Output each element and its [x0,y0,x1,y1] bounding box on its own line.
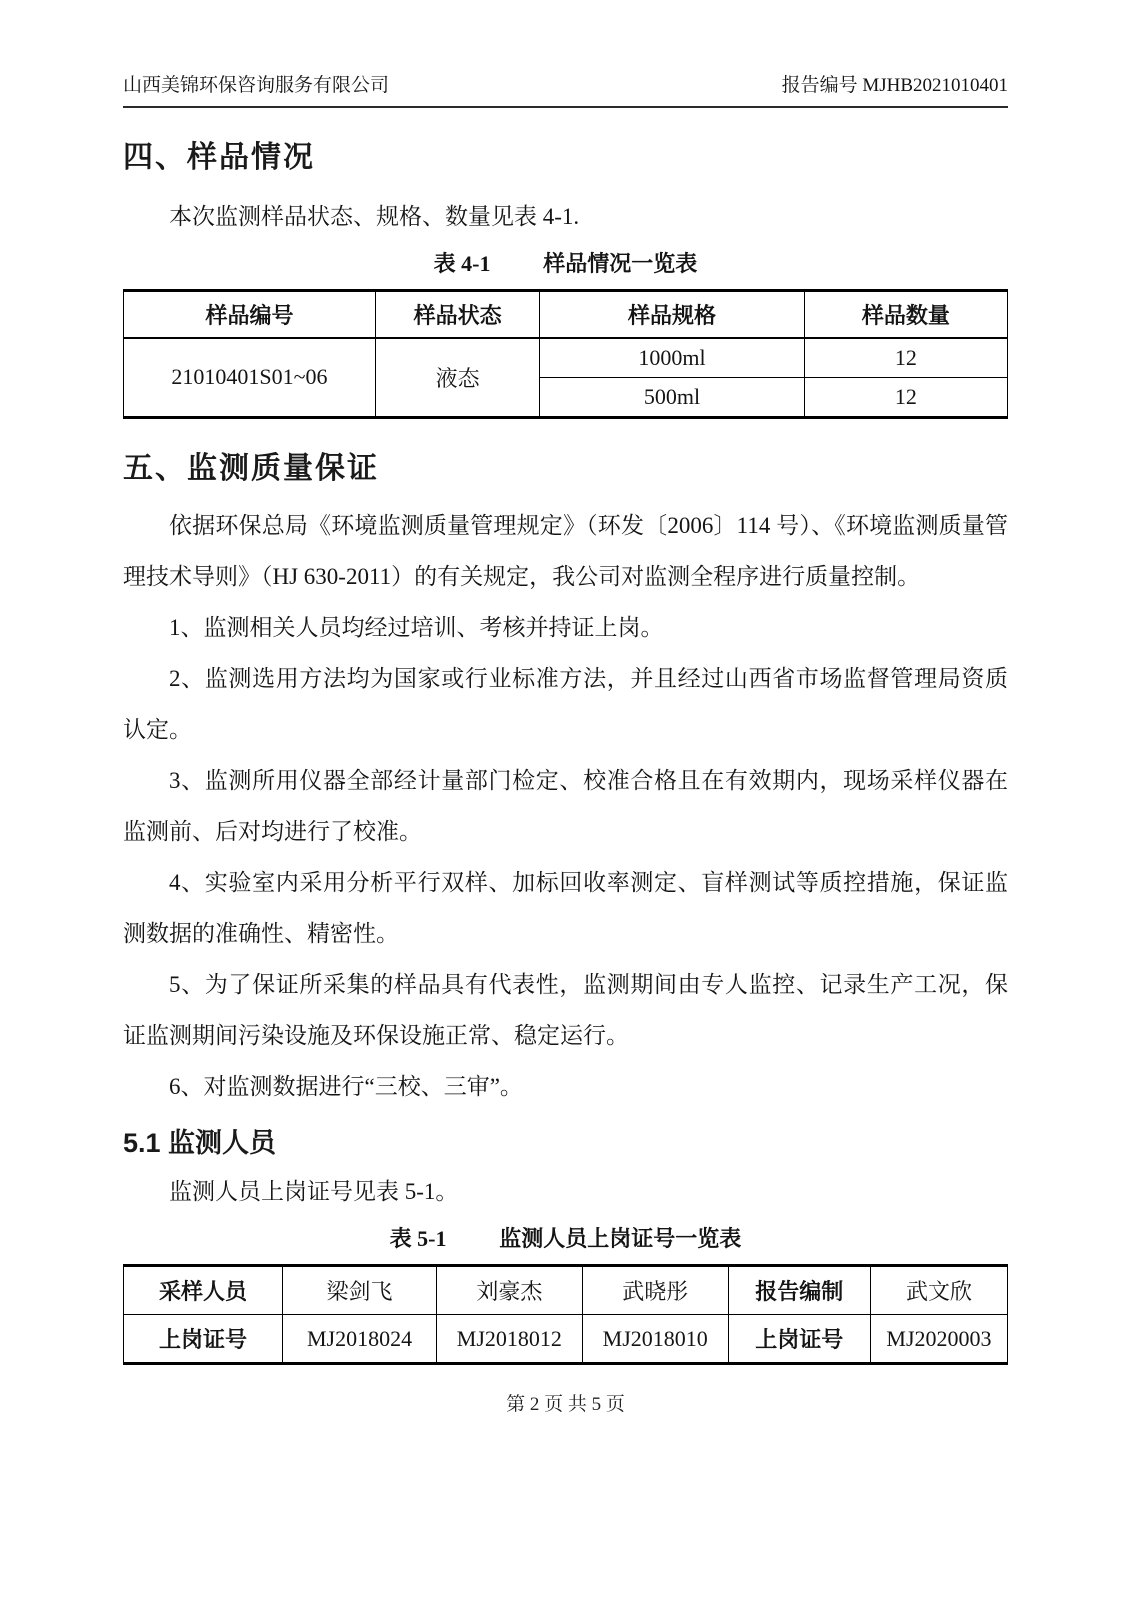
section-5-title: 五、监测质量保证 [123,452,379,485]
report-writer-label-cell: 报告编制 [728,1266,870,1315]
sampler-name-cell: 梁剑飞 [283,1266,437,1315]
report-number: 报告编号 MJHB2021010401 [781,75,1008,96]
certificate-label-cell: 上岗证号 [124,1315,283,1364]
report-writer-name-cell: 武文欣 [870,1266,1007,1315]
table-4-1-caption-label: 表 4-1 [433,251,491,276]
paragraph-item-6: 6、对监测数据进行“三校、三审”。 [169,1074,523,1099]
paragraph-item-2: 2、监测选用方法均为国家或行业标准方法，并且经过山西省市场监督管理局资质认定。 [123,666,1008,742]
col-header-sample-qty: 样品数量 [804,291,1007,338]
paragraph-basis: 依据环保总局《环境监测质量管理规定》（环发〔2006〕114 号）、《环境监测质量管理技术导则》（HJ 630-2011）的有关规定，我公司对监测全程序进行质量控制。 [123,513,1008,589]
table-4-1-caption [123,244,1008,284]
sample-info-table [123,289,1008,419]
sampler-name-cell: 刘豪杰 [436,1266,582,1315]
col-header-sample-id: 样品编号 [124,291,376,338]
table-5-1-caption [123,1219,1008,1259]
col-header-sample-state: 样品状态 [375,291,539,338]
paragraph-item-3: 3、监测所用仪器全部经计量部门检定、校准合格且在有效期内，现场采样仪器在监测前、后对均进行了校准。 [123,768,1008,844]
section-5-1-intro: 监测人员上岗证号见表 5-1。 [169,1179,459,1204]
sample-spec-cell: 500ml [540,378,804,418]
sample-id-cell: 21010401S01~06 [124,338,376,418]
sample-table-row [124,338,1008,378]
certificate-number-cell: MJ2018024 [283,1315,437,1364]
sampler-name-cell: 武晓彤 [582,1266,728,1315]
certificate-label-cell: 上岗证号 [728,1315,870,1364]
sample-qty-cell: 12 [804,338,1007,378]
page-footer [123,1393,1008,1417]
certificate-number-cell: MJ2018010 [582,1315,728,1364]
table-4-1-caption-title: 样品情况一览表 [543,251,698,276]
personnel-names-row [124,1266,1008,1315]
page-header [123,74,1008,108]
table-5-1-caption-label: 表 5-1 [389,1226,447,1251]
sample-table-header-row [124,291,1008,338]
paragraph-item-1: 1、监测相关人员均经过培训、考核并持证上岗。 [169,615,664,640]
section-4-intro: 本次监测样品状态、规格、数量见表 4-1. [169,204,580,229]
page-number: 第 2 页 共 5 页 [506,1394,625,1415]
personnel-certificates-row [124,1315,1008,1364]
certificate-number-cell: MJ2018012 [436,1315,582,1364]
paragraph-item-5: 5、为了保证所采集的样品具有代表性，监测期间由专人监控、记录生产工况，保证监测期间污染设施及环保设施正常、稳定运行。 [123,972,1008,1048]
col-header-sample-spec: 样品规格 [540,291,804,338]
sample-spec-cell: 1000ml [540,338,804,378]
personnel-table [123,1264,1008,1365]
sample-qty-cell: 12 [804,378,1007,418]
sampler-label-cell: 采样人员 [124,1266,283,1315]
sample-state-cell: 液态 [375,338,539,418]
section-5-1-title: 5.1 监测人员 [123,1128,277,1158]
certificate-number-cell: MJ2020003 [870,1315,1007,1364]
section-5-body [123,500,1008,1112]
section-4-title: 四、样品情况 [123,141,315,174]
paragraph-item-4: 4、实验室内采用分析平行双样、加标回收率测定、盲样测试等质控措施，保证监测数据的准确性、精密性。 [123,870,1008,946]
table-5-1-caption-title: 监测人员上岗证号一览表 [499,1226,742,1251]
company-name: 山西美锦环保咨询服务有限公司 [123,75,390,96]
